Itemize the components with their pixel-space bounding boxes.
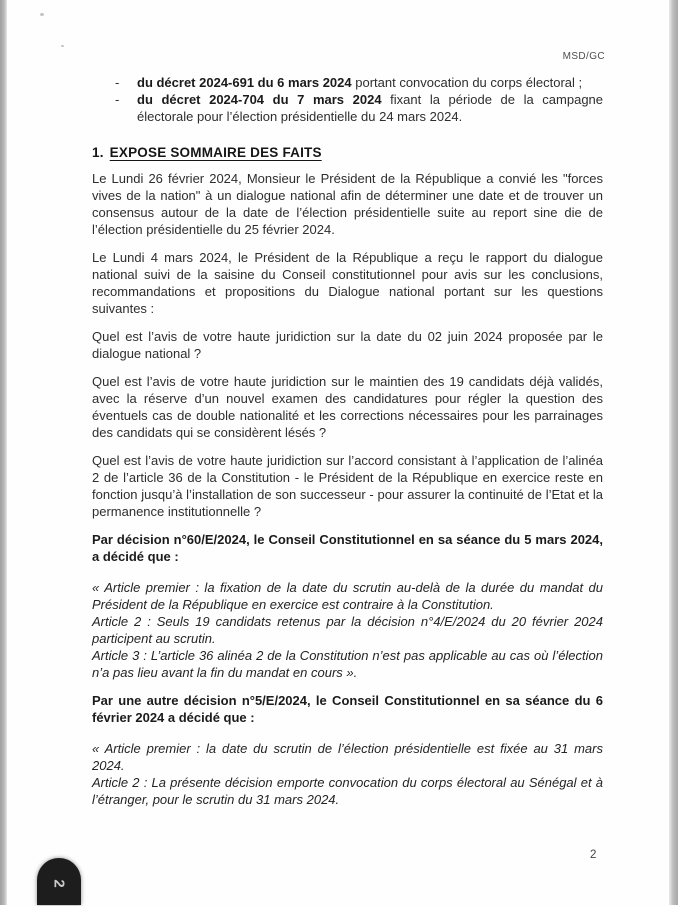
decree-bold-text: du décret 2024-704 du 7 mars 2024: [137, 92, 382, 107]
quote-line: Article 3 : L’article 36 alinéa 2 de la Constitution n’est pas applicable au cas où l’élection n’a pas lieu avant la fin du mandat en cours ».: [92, 648, 603, 680]
heading-number: 1.: [92, 145, 104, 160]
scan-edge-left: [0, 0, 7, 905]
page-number: 2: [590, 849, 597, 861]
document-ref: MSD/GC: [562, 51, 605, 62]
list-item-decree-704: [115, 91, 603, 125]
decree-rest-text: fixant la période de la campagne électorale pour l’élection présidentielle du 24 mars 2024.: [137, 92, 604, 124]
dash-marker: -: [115, 92, 120, 107]
heading-title: EXPOSE SOMMAIRE DES FAITS: [109, 145, 322, 160]
page-tab: [37, 858, 81, 905]
paragraph-report-received: Le Lundi 4 mars 2024, le Président de la République a reçu le rapport du dialogue national suivi de la saisine du Conseil constitutionnel pour avis sur les conclusions, recommandations et propositions du Dialogue national portant sur les questions suivantes :: [92, 250, 603, 316]
list-item-decree-691: [115, 74, 603, 91]
section-heading: [92, 144, 603, 161]
paragraph-decision-60-intro: Par décision n°60/E/2024, le Conseil Constitutionnel en sa séance du 5 mars 2024, a décidé que :: [92, 532, 603, 564]
document-body: [92, 74, 603, 819]
paragraph-question-date: Quel est l’avis de votre haute juridiction sur la date du 02 juin 2024 proposée par le dialogue national ?: [92, 329, 603, 361]
paragraph-question-article36: Quel est l’avis de votre haute juridiction sur l’accord consistant à l’application de l’alinéa 2 de l’article 36 de la Constitution - le Président de la République en exercice reste en fonction jusqu’à l’installation de son successeur - pour assurer la continuité de l’Etat et la permanence institutionnelle ?: [92, 453, 603, 519]
decree-bold-text: du décret 2024-691 du 6 mars 2024: [137, 75, 352, 90]
paragraph-question-candidates: Quel est l’avis de votre haute juridiction sur le maintien des 19 candidats déjà validés, avec la réserve d’un nouvel examen des candidatures pour régler la question des éventuels cas de double nationalité et les corrections nécessaires pour les parrainages des candidats qui se considèrent lésés ?: [92, 374, 603, 440]
quote-decision-60: [92, 579, 603, 681]
paragraph-dialogue-convened: Le Lundi 26 février 2024, Monsieur le Président de la République a convié les "forces vives de la nation" à un dialogue national afin de déterminer une date et de trouver un consensus autour de la date de l’élection présidentielle suite au report sine die de l’élection présidentielle du 25 février 2024.: [92, 171, 603, 237]
decree-list: [92, 74, 603, 125]
scan-speck: [40, 13, 44, 16]
quote-decision-5: [92, 740, 603, 808]
scan-edge-right: [669, 0, 678, 905]
page-tab-label: 2: [50, 879, 68, 888]
quote-line: « Article premier : la date du scrutin de l’élection présidentielle est fixée au 31 mars 2024.: [92, 741, 603, 773]
scan-speck: [61, 45, 64, 47]
quote-line: Article 2 : Seuls 19 candidats retenus par la décision n°4/E/2024 du 20 février 2024 participent au scrutin.: [92, 614, 603, 646]
dash-marker: -: [115, 75, 120, 90]
paragraph-decision-5-intro: Par une autre décision n°5/E/2024, le Conseil Constitutionnel en sa séance du 6 février 2024 a décidé que :: [92, 693, 603, 725]
decree-rest-text: portant convocation du corps électoral ;: [351, 75, 583, 90]
quote-line: Article 2 : La présente décision emporte convocation du corps électoral au Sénégal et à l’étranger, pour le scrutin du 31 mars 2024.: [92, 775, 603, 807]
quote-line: « Article premier : la fixation de la date du scrutin au-delà de la durée du mandat du Président de la République en exercice est contraire à la Constitution.: [92, 580, 603, 612]
